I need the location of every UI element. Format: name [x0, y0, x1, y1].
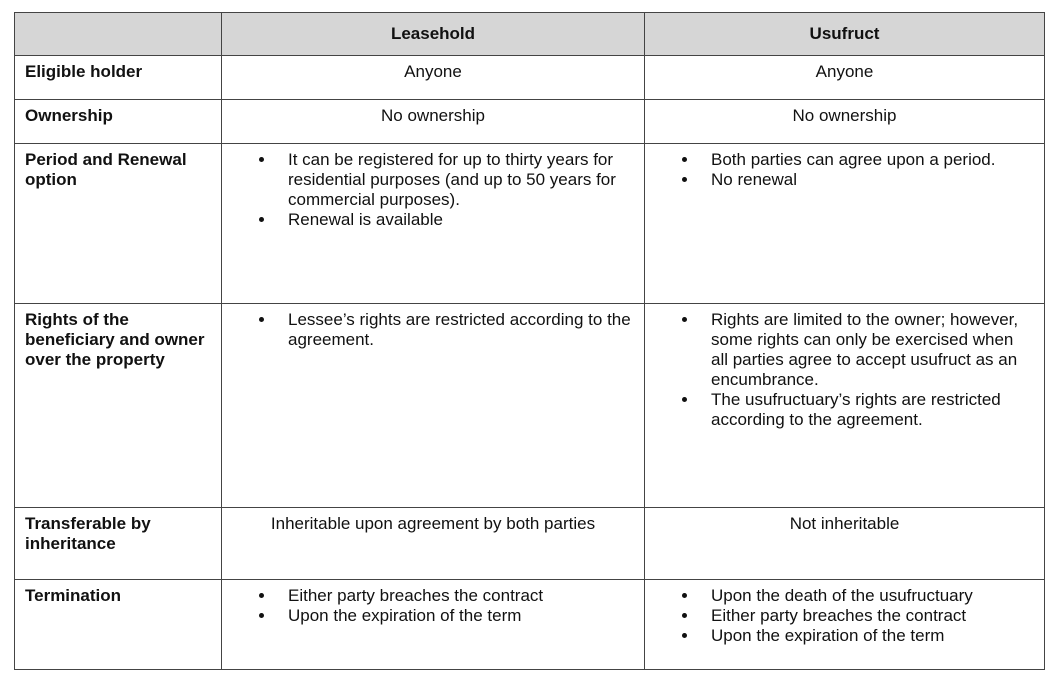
table-row [15, 304, 1045, 508]
cell-usufruct [645, 304, 1045, 508]
cell-leasehold [222, 580, 645, 670]
bullet-list [655, 150, 1034, 190]
header-row [15, 13, 1045, 56]
cell-usufruct: Anyone [645, 56, 1045, 100]
bullet-list [232, 150, 634, 230]
table-row [15, 144, 1045, 304]
cell-leasehold [222, 304, 645, 508]
cell-leasehold: Anyone [222, 56, 645, 100]
table-row [15, 56, 1045, 100]
row-label: Period and Renewal option [15, 144, 222, 304]
bullet-list [232, 310, 634, 350]
cell-usufruct [645, 580, 1045, 670]
bullet-list [655, 586, 1034, 646]
bullet-list [655, 310, 1034, 430]
header-leasehold: Leasehold [222, 13, 645, 56]
list-item: • Both parties can agree upon a period. [699, 150, 1034, 170]
list-item: • The usufructuary’s rights are restricted according to the agreement. [699, 390, 1034, 430]
bullet-list [232, 586, 634, 626]
list-item: • Either party breaches the contract [276, 586, 634, 606]
cell-usufruct: Not inheritable [645, 508, 1045, 580]
list-item: • Rights are limited to the owner; however, some rights can only be exercised when all parties agree to accept usufruct as an encumbrance. [699, 310, 1034, 390]
header-usufruct: Usufruct [645, 13, 1045, 56]
cell-leasehold: No ownership [222, 100, 645, 144]
list-item: • Renewal is available [276, 210, 634, 230]
row-label: Transferable by inheritance [15, 508, 222, 580]
table-row [15, 580, 1045, 670]
list-item: • Lessee’s rights are restricted according to the agreement. [276, 310, 634, 350]
row-label: Rights of the beneficiary and owner over the property [15, 304, 222, 508]
cell-usufruct [645, 144, 1045, 304]
cell-leasehold [222, 144, 645, 304]
cell-usufruct: No ownership [645, 100, 1045, 144]
header-empty [15, 13, 222, 56]
row-label: Ownership [15, 100, 222, 144]
list-item: • Either party breaches the contract [699, 606, 1034, 626]
list-item: • It can be registered for up to thirty years for residential purposes (and up to 50 years for commercial purposes). [276, 150, 634, 210]
table-row [15, 100, 1045, 144]
list-item: • Upon the death of the usufructuary [699, 586, 1034, 606]
table-row [15, 508, 1045, 580]
row-label: Termination [15, 580, 222, 670]
row-label: Eligible holder [15, 56, 222, 100]
list-item: • Upon the expiration of the term [699, 626, 1034, 646]
comparison-table [14, 12, 1045, 670]
cell-leasehold: Inheritable upon agreement by both parties [222, 508, 645, 580]
list-item: • No renewal [699, 170, 1034, 190]
list-item: • Upon the expiration of the term [276, 606, 634, 626]
